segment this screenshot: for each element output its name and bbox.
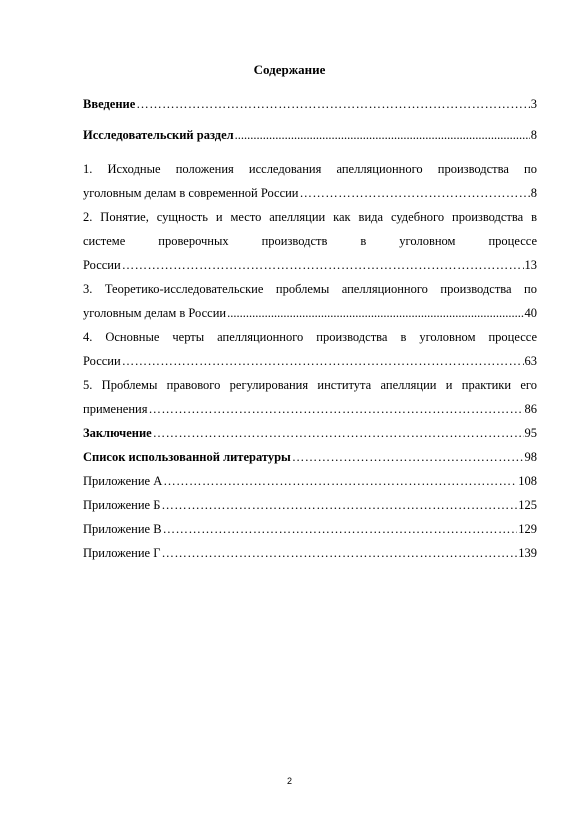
toc-entry-item-1[interactable] [83, 161, 537, 177]
toc-label-line: 3. Теоретико-исследовательские проблемы апелляционного производства по [83, 282, 537, 296]
toc-leader [122, 257, 524, 273]
toc-entry-appendix-g[interactable] [83, 545, 537, 561]
toc-page-number: 3 [530, 97, 537, 111]
toc-label-line: 5. Проблемы правового регулирования института апелляции и практики его [83, 378, 537, 392]
toc-page-number: 8 [530, 128, 537, 142]
toc-leader [300, 185, 530, 201]
toc-entry-references[interactable] [83, 449, 537, 465]
toc-entry-appendix-v[interactable] [83, 521, 537, 537]
page-title: Содержание [253, 62, 326, 77]
toc-entry-appendix-a[interactable] [83, 473, 537, 489]
toc-leader [292, 449, 524, 465]
toc-entry-research-section[interactable] [83, 127, 537, 143]
toc-label: Приложение Б [83, 498, 161, 512]
toc-entry-item-3[interactable] [83, 281, 537, 297]
toc-leader [161, 497, 517, 513]
toc-page-number: 95 [524, 426, 537, 440]
toc-label: уголовным делам в современной России [83, 186, 299, 200]
toc-page-number: 125 [518, 498, 537, 512]
toc-label-line: системе проверочных производств в уголовном процессе [83, 234, 537, 248]
toc-page-number: 40 [524, 306, 537, 320]
toc-leader [163, 473, 517, 489]
toc-leader [235, 127, 530, 143]
toc-leader [163, 521, 518, 537]
toc-entry-item-2-cont[interactable] [83, 233, 537, 249]
toc-label: Список использованной литературы [83, 450, 291, 464]
toc-label: Исследовательский раздел [83, 128, 234, 142]
toc-page-number: 86 [524, 402, 537, 416]
toc-page-number: 108 [518, 474, 537, 488]
toc-leader [227, 305, 523, 321]
toc-page-number: 129 [518, 522, 537, 536]
toc-label: уголовным делам в России [83, 306, 227, 320]
toc-page-number: 8 [530, 186, 537, 200]
toc-page-number: 63 [524, 354, 537, 368]
toc-entry-item-3-cont[interactable] [83, 305, 537, 321]
toc-label: России [83, 354, 121, 368]
toc-entry-item-5[interactable] [83, 377, 537, 393]
toc-entry-intro[interactable] [83, 96, 537, 112]
toc-entry-item-1-cont[interactable] [83, 185, 537, 201]
toc-page-number: 98 [524, 450, 537, 464]
toc-label-line: 4. Основные черты апелляционного производства в уголовном процессе [83, 330, 537, 344]
toc-entry-appendix-b[interactable] [83, 497, 537, 513]
toc-entry-item-2[interactable] [83, 209, 537, 225]
toc-leader [148, 401, 523, 417]
toc-page-number: 139 [518, 546, 537, 560]
toc-page-number: 13 [524, 258, 537, 272]
toc-entry-item-5-cont[interactable] [83, 401, 537, 417]
toc-label-line: 2. Понятие, сущность и место апелляции как вида судебного производства в [83, 210, 537, 224]
toc-entry-item-4[interactable] [83, 329, 537, 345]
toc-entry-conclusion[interactable] [83, 425, 537, 441]
toc-label: Заключение [83, 426, 152, 440]
toc-leader [153, 425, 524, 441]
toc-label: применения [83, 402, 148, 416]
toc-label: Приложение А [83, 474, 163, 488]
toc-label: Приложение В [83, 522, 162, 536]
toc-leader [136, 96, 529, 112]
toc-leader [161, 545, 517, 561]
toc-leader [122, 353, 524, 369]
toc-label: Приложение Г [83, 546, 161, 560]
toc-entry-item-2-end[interactable] [83, 257, 537, 273]
page-number: 2 [286, 776, 292, 786]
toc-label: Введение [83, 97, 136, 111]
toc-entry-item-4-cont[interactable] [83, 353, 537, 369]
toc-label: России [83, 258, 121, 272]
toc-label-line: 1. Исходные положения исследования апелляционного производства по [83, 162, 537, 176]
